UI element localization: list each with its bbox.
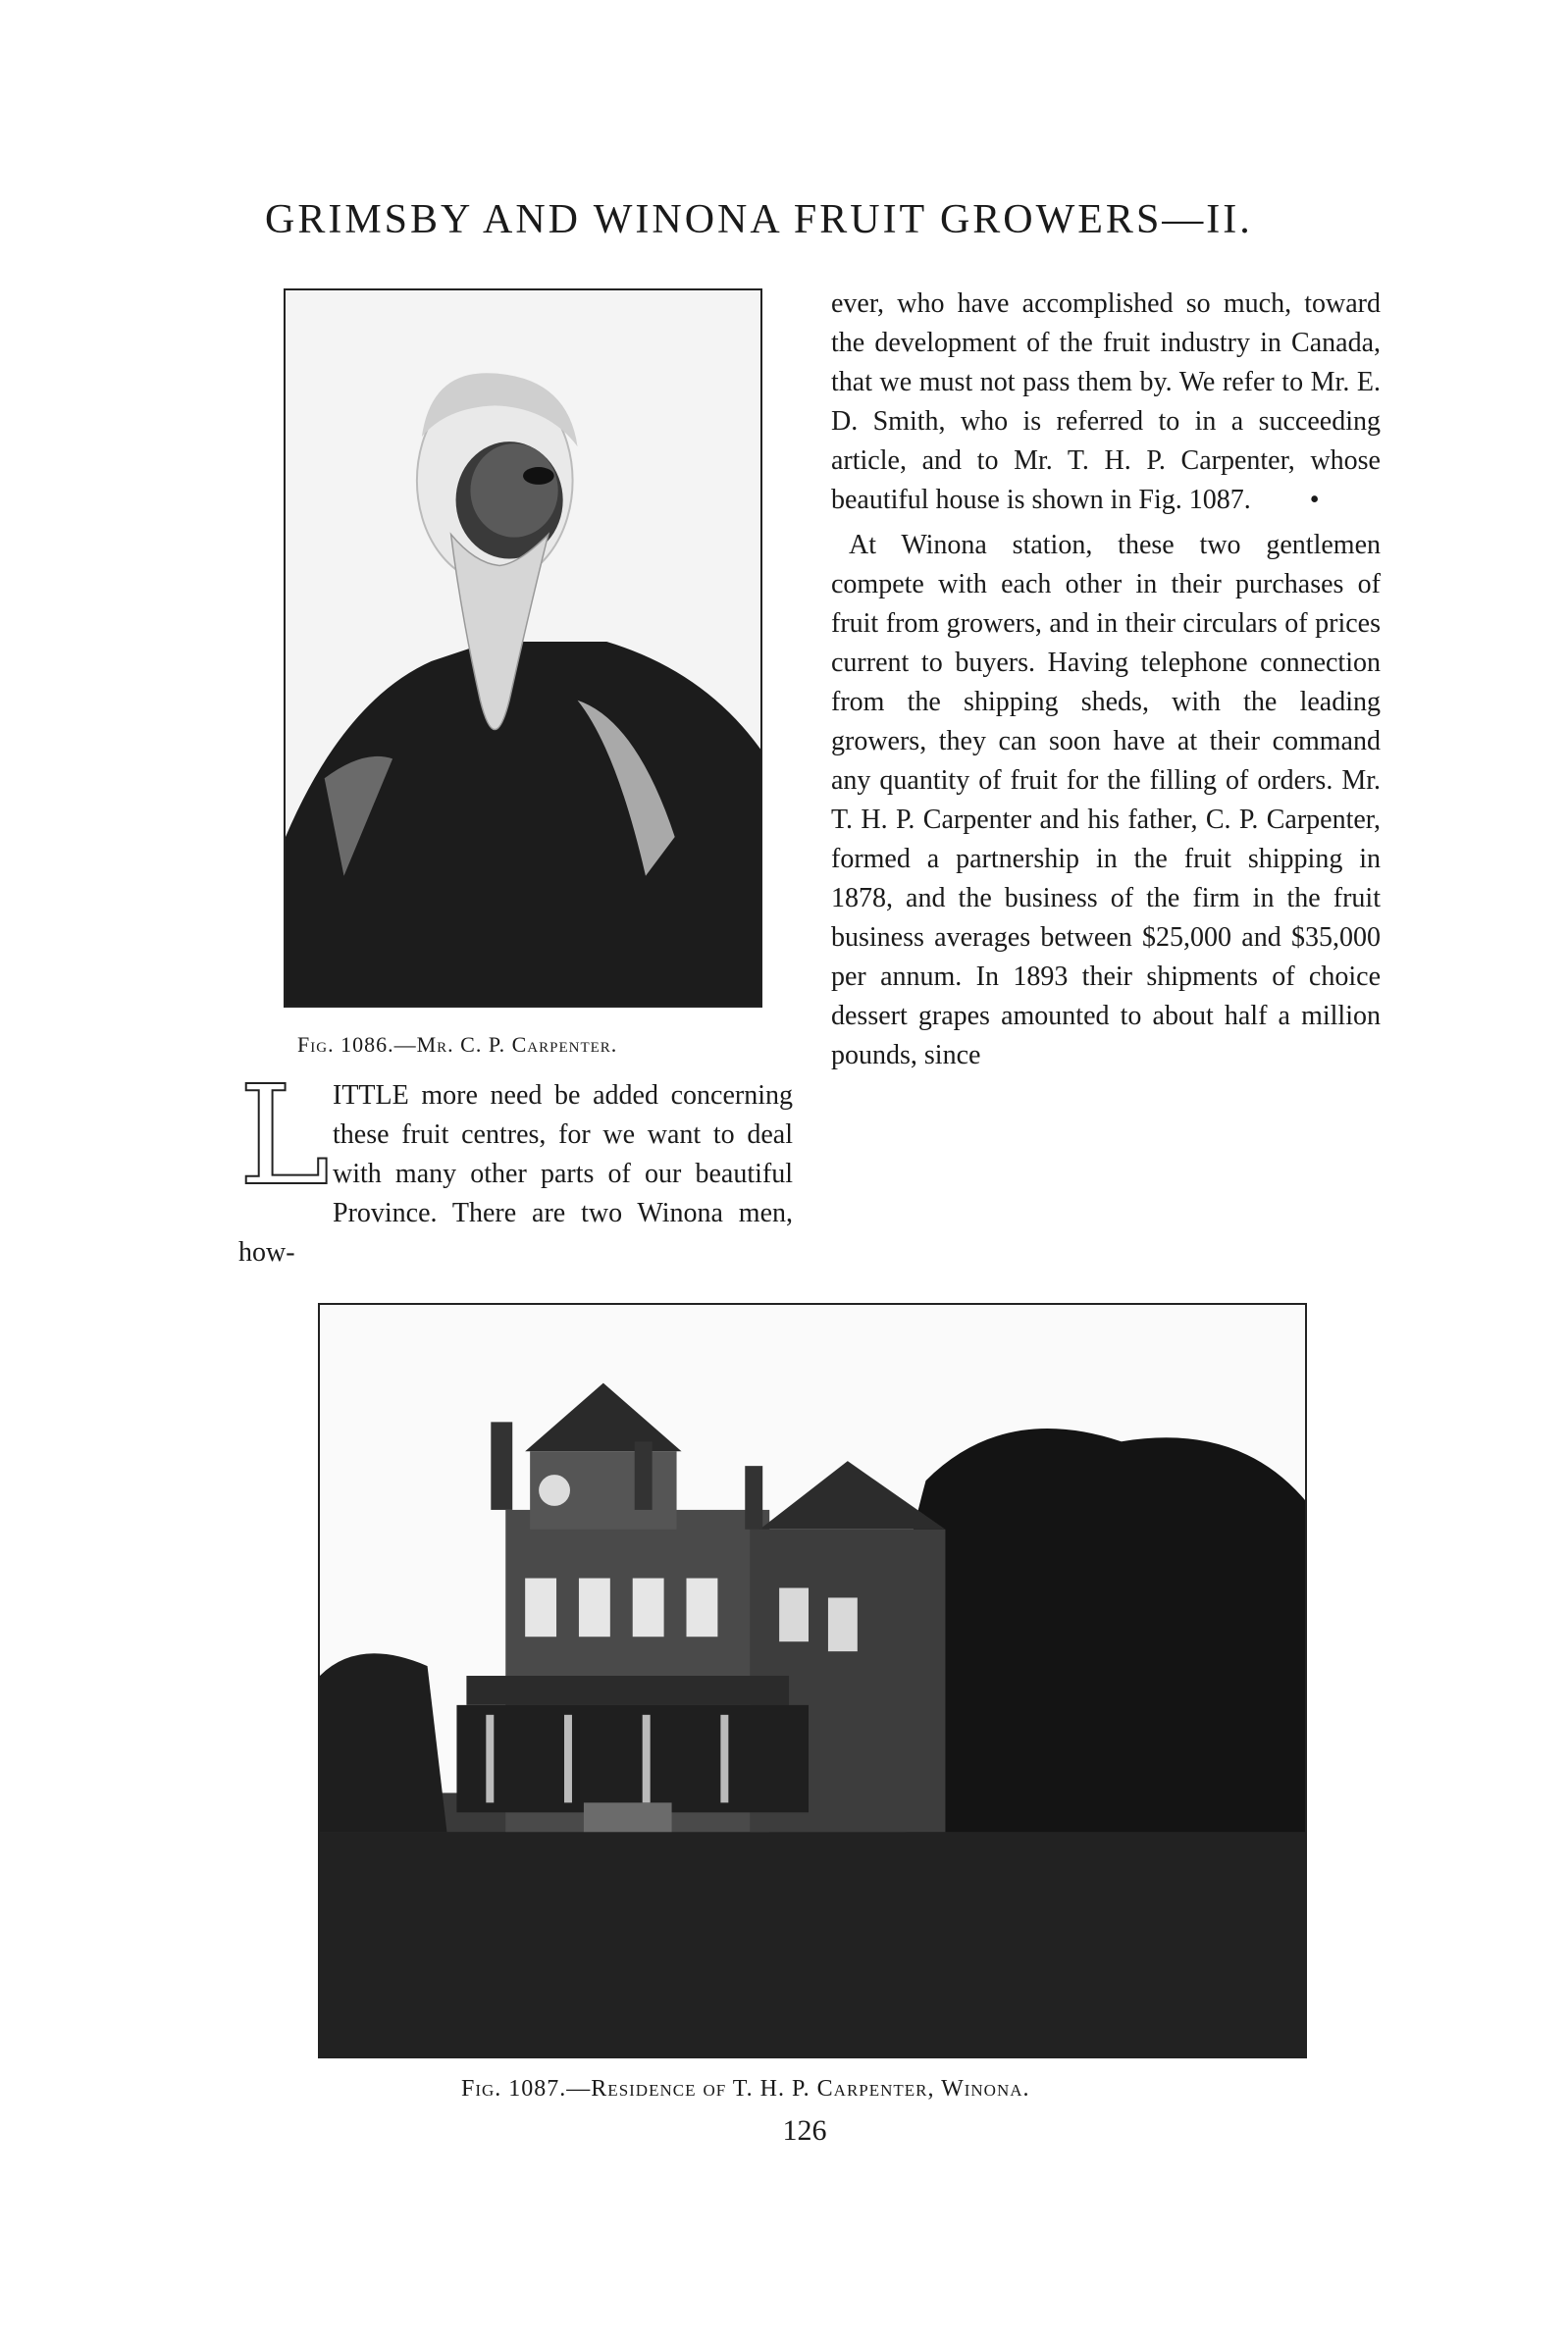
figure-2-caption bbox=[461, 2076, 1187, 2103]
residence-photo bbox=[318, 1303, 1307, 2058]
figure-1-caption bbox=[297, 1032, 758, 1058]
page-number: 126 bbox=[782, 2114, 827, 2147]
right-column-paragraph-2: At Winona station, these two gentlemen compete with each other in their purchases of fruit from growers, and in their circulars of prices current to buyers. Having telephone connection from the shipping sheds, with the leading growers, they can soon have at their command any quantity of fruit for the filling of orders. Mr. T. H. P. Carpenter and his father, C. P. Carpenter, formed a partnership in the fruit shipping in 1878, and the business of the firm in the fruit business averages between $25,000 and $35,000 per annum. In 1893 their shipments of choice dessert grapes amounted to about half a million pounds, since bbox=[831, 530, 1381, 1070]
page-title: GRIMSBY AND WINONA FRUIT GROWERS—II. bbox=[265, 197, 1253, 242]
residence-image bbox=[320, 1305, 1305, 2056]
figure-2-caption-text: —Residence of T. H. P. Carpenter, Winona. bbox=[566, 2076, 1030, 2102]
left-column-text bbox=[238, 1057, 793, 1273]
figure-2-number: Fig. 1087. bbox=[461, 2076, 567, 2102]
portrait-photo bbox=[284, 288, 762, 1008]
right-column-text bbox=[831, 285, 1381, 1075]
left-column-paragraph: ITTLE more need be added concerning these fruit centres, for we want to deal with many other parts of our beautiful Province. There are two Winona men, how- bbox=[238, 1080, 793, 1268]
paragraph-1-text: ever, who have accomplished so much, toward the development of the fruit industry in Canada, that we must not pass them by. We refer to Mr. E. D. Smith, who is referred to in a succeeding article, and to Mr. T. H. P. Carpenter, whose beautiful house is shown in Fig. 1087. bbox=[831, 288, 1381, 515]
figure-1-caption-text: —Mr. C. P. Carpenter. bbox=[393, 1032, 618, 1057]
portrait-image bbox=[286, 290, 760, 1006]
right-column-paragraph-1 bbox=[831, 285, 1381, 520]
figure-1-number: Fig. 1086. bbox=[297, 1032, 394, 1057]
drop-cap-letter: L bbox=[238, 1057, 330, 1217]
bullet-mark: • bbox=[1309, 485, 1320, 515]
